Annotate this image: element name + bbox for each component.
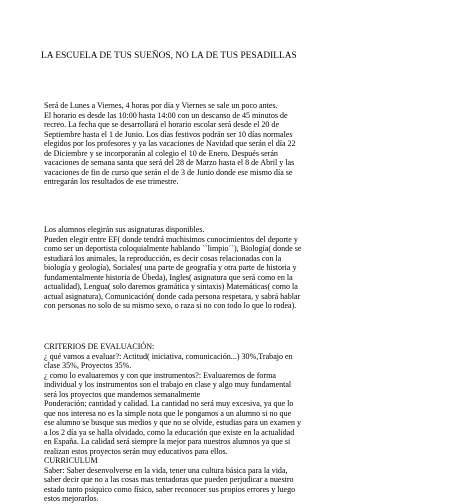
text-line: a los 2 día ya se halla olvidado, como la educación que existe en la actualidad [44,427,295,437]
text-line: será los proyectos que mandemos semanalmente [44,389,201,399]
text-line: Ponderación; cantidad y calidad. La cantidad no será muy excesiva, ya que lo [44,399,294,408]
text-line: El horario es desde las 10:00 hasta 14:00 con un descanso de 45 minutos de [44,110,288,120]
schedule-paragraph [44,101,426,187]
text-line: clase 35%, Proyectos 35%. [44,361,132,370]
text-line: con personas no solo de su mismo sexo, o raza si no con todo lo que lo rodea). [44,301,297,310]
text-line: Los alumnos elegirán sus asignaturas disponibles. [44,225,205,234]
text-line: como ser un deportista coloquialmente hablando ``limpio´´), Biología( donde se [44,244,302,253]
text-line: entregarán los resultados de ese trimestre. [44,177,179,186]
text-line: saber decir que no a las cosas mas tentadoras que pueden perjudicar a nuestro [44,475,294,484]
text-line: estos mejorarlos. [44,494,99,503]
subjects-paragraph [44,225,426,311]
text-line: biología y geología), Sociales( una parte de geografía y otra parte de historia y [44,263,297,272]
text-line: elegidos por los profesores y ya las vacaciones de Navidad que serán el día 22 [44,139,296,148]
section-heading-curriculum: CURRICULUM [44,456,98,465]
text-line: vacaciones de semana santa que será del 28 de Marzo hasta el 8 de Abril y las [44,158,295,167]
text-line: Será de Lunes a Viernes, 4 horas por día y Viernes se sale un poco antes. [44,101,278,110]
text-line: actual asignatura), Comunicación( donde cada persona respetara, y sabrá hablar [44,291,301,301]
text-line: actualidad), Lengua( solo daremos gramática y sintaxis) Matemáticas( como la [44,282,298,291]
text-line: Septiembre hasta el 1 de Junio. Los días festivos podrán ser 10 días normales [44,129,293,139]
text-line: ¿ como lo evaluaremos y con que instrumentos?: Evaluaremos de forma [44,370,276,380]
text-line: en España. La calidad será siempre la mejor para nuestros alumnos ya que si [44,437,291,446]
text-line: estudiará los animales, la reproducción, es decir cosas relacionadas con la [44,253,282,263]
text-line: que nos interesa no es la simple nota que le pongamos a un alumno si no que [44,408,292,418]
text-line: individual y los instrumentos son el trabajo en clase y algo muy fundamental [44,380,292,389]
text-line: ese alumno se busque sus medios y que no se olvide, estudias para un examen y [44,418,301,427]
text-line: ¿ qué vamos a evaluar?: Actitud( iniciativa, comunicación...) 30%,Trabajo en [44,351,293,361]
text-line: realizan estos proyectos serán muy educativos para ellos. [44,446,228,456]
document-title: LA ESCUELA DE TUS SUEÑOS, NO LA DE TUS PESADILLAS [41,51,297,61]
text-line: de Diciembre y se incorporarán al colegio el 10 de Enero. Después serán [44,148,278,158]
text-line: vacaciones de fin de curso que serán el de 3 de Junio donde ese mismo día se [44,167,293,177]
text-line: recreo. La fecha que se desarrollará el horario escolar será desde el 20 de [44,120,280,129]
text-line: estado tanto psiquico como físico, saber reconocer sus propios errores y luego [44,484,296,494]
evaluation-paragraph [44,342,426,504]
text-line: Saber: Saber desenvolverse en la vida, tener una cultura básica para la vida, [44,465,288,475]
text-line: Pueden elegir entre EF( donde tendrá muchisimos conocimientos del deporte y [44,234,298,244]
text-line: fundamentalmente historia de Úbeda), Ingles( asignatura que será como en la [44,272,293,282]
section-heading-evaluation: CRITERIOS DE EVALUACIÓN: [44,342,155,351]
